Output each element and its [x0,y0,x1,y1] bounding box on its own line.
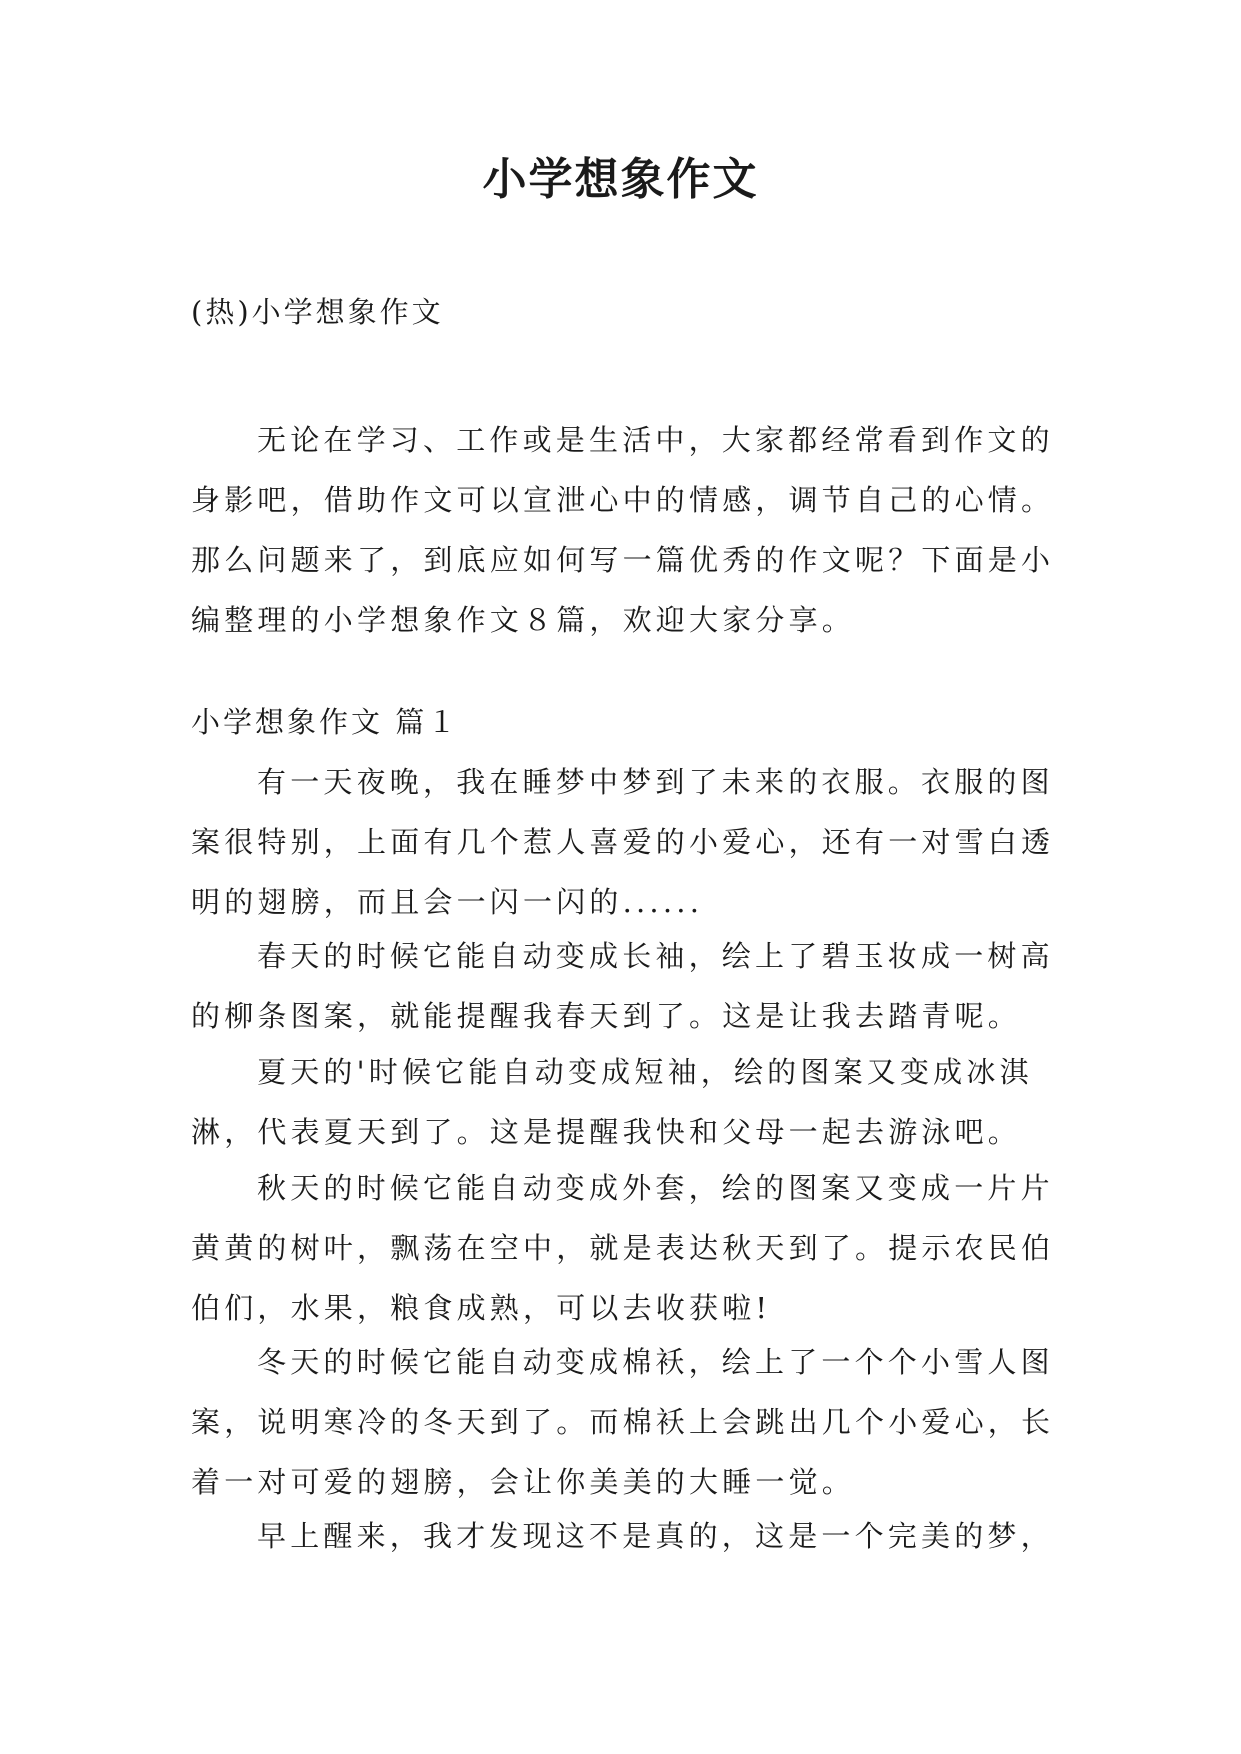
text-line: 无论在学习、工作或是生活中，大家都经常看到作文的 [257,423,1054,457]
paragraph-3 [191,1042,1067,1162]
text-line: 秋天的时候它能自动变成外套，绘的图案又变成一片片 [257,1171,1054,1205]
text-line: 案，说明寒冷的冬天到了。而棉袄上会跳出几个小爱心，长 [191,1405,1055,1439]
text-line: 的柳条图案，就能提醒我春天到了。这是让我去踏青呢。 [191,999,1022,1033]
paragraph-1 [191,752,1067,932]
text-line: 那么问题来了，到底应如何写一篇优秀的作文呢？下面是小 [191,543,1055,577]
intro-paragraph [191,410,1067,650]
paragraph-5 [191,1332,1067,1512]
text-line: 夏天的'时候它能自动变成短袖，绘的图案又变成冰淇 [257,1055,1033,1089]
document-subtitle: (热)小学想象作文 [191,295,444,329]
page-title: 小学想象作文 [482,154,759,205]
text-line: 身影吧，借助作文可以宣泄心中的情感，调节自己的心情。 [191,483,1055,517]
section-heading: 小学想象作文 篇１ [191,705,460,739]
text-line: 淋，代表夏天到了。这是提醒我快和父母一起去游泳吧。 [191,1115,1022,1149]
text-line: 着一对可爱的翅膀，会让你美美的大睡一觉。 [191,1465,856,1499]
text-line: 冬天的时候它能自动变成棉袄，绘上了一个个小雪人图 [257,1345,1054,1379]
text-line: 伯们，水果，粮食成熟，可以去收获啦! [191,1291,772,1325]
text-line: 有一天夜晚，我在睡梦中梦到了未来的衣服。衣服的图 [257,765,1054,799]
text-line: 案很特别，上面有几个惹人喜爱的小爱心，还有一对雪白透 [191,825,1055,859]
text-line: 黄黄的树叶，飘荡在空中，就是表达秋天到了。提示农民伯 [191,1231,1055,1265]
text-line: 早上醒来，我才发现这不是真的，这是一个完美的梦， [257,1519,1054,1553]
paragraph-6 [191,1506,1067,1566]
paragraph-4 [191,1158,1067,1338]
paragraph-2 [191,926,1067,1046]
text-line: 春天的时候它能自动变成长袖，绘上了碧玉妆成一树高 [257,939,1054,973]
text-line: 明的翅膀，而且会一闪一闪的...... [191,885,704,919]
text-line: 编整理的小学想象作文８篇，欢迎大家分享。 [191,603,856,637]
